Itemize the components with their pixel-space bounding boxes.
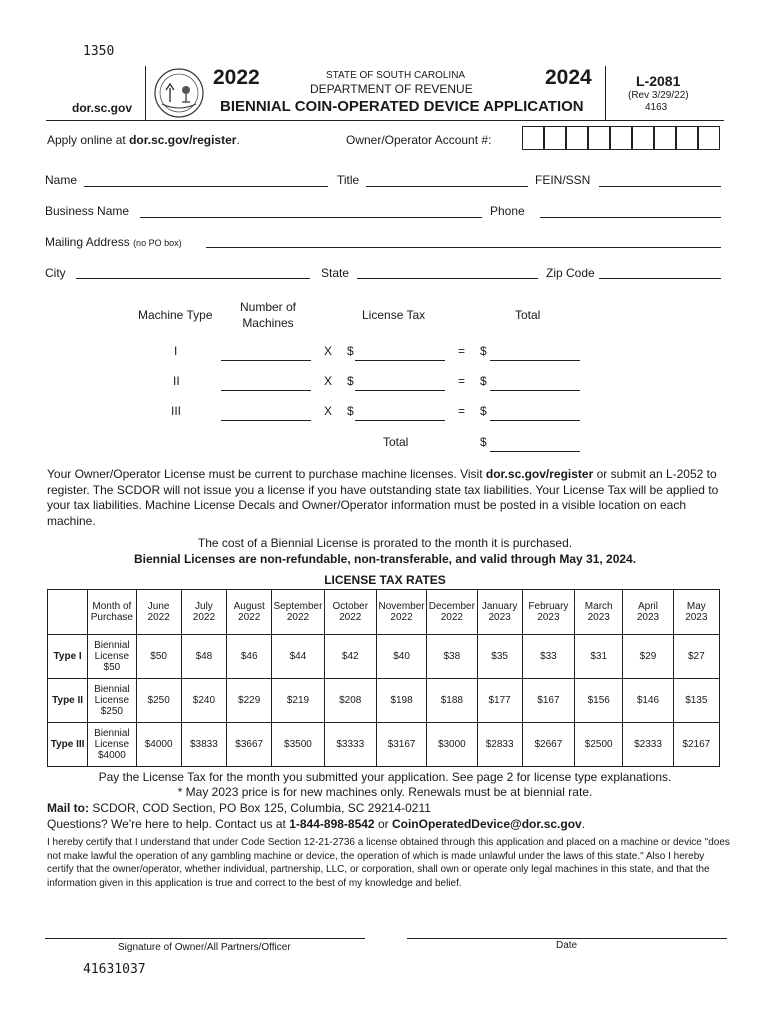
license-base-cell: Biennial License $250 xyxy=(88,679,136,723)
state-line: STATE OF SOUTH CAROLINA xyxy=(326,70,466,81)
rate-cell: $167 xyxy=(522,679,574,723)
rate-cell: $240 xyxy=(181,679,226,723)
account-digit-box[interactable] xyxy=(522,126,544,150)
city-label: City xyxy=(45,266,66,280)
rate-cell: $135 xyxy=(673,679,719,723)
rate-cell: $2500 xyxy=(575,723,623,767)
rates-row-type-2 xyxy=(48,679,720,723)
rates-title: LICENSE TAX RATES xyxy=(324,573,446,587)
account-digit-box[interactable] xyxy=(654,126,676,150)
rate-cell: $31 xyxy=(575,635,623,679)
phone-field[interactable] xyxy=(540,217,721,218)
website-label: dor.sc.gov xyxy=(72,101,133,115)
rate-cell: $38 xyxy=(427,635,477,679)
owner-license-notice: Your Owner/Operator License must be current to purchase machine licenses. Visit dor.sc.gov/register or submit an L-2052 to register. The SCDOR will not issue you a license if you have outstanding state tax liabilities. Your License Tax will be applied to your tax liabilities. Machine License Decals and Owner/Operator information must be posted in a visible location on each machine. xyxy=(47,467,719,528)
header-divider-right xyxy=(605,66,606,120)
rate-cell: $35 xyxy=(477,635,522,679)
month-header: November 2022 xyxy=(376,590,426,635)
date-field[interactable] xyxy=(407,938,727,939)
equals-sign: = xyxy=(458,374,466,388)
state-field[interactable] xyxy=(357,278,538,279)
rate-cell: $27 xyxy=(673,635,719,679)
rate-cell: $146 xyxy=(623,679,673,723)
rate-cell: $2333 xyxy=(623,723,673,767)
rate-cell: $229 xyxy=(227,679,272,723)
rate-cell: $250 xyxy=(136,679,181,723)
rates-row-type-1 xyxy=(48,635,720,679)
rate-cell: $42 xyxy=(324,635,376,679)
rate-cell: $40 xyxy=(376,635,426,679)
year-start: 2022 xyxy=(213,66,260,89)
license-type-cell: Type III xyxy=(48,723,88,767)
month-header: April 2023 xyxy=(623,590,673,635)
signature-label: Signature of Owner/All Partners/Officer xyxy=(118,942,291,953)
grand-total-label: Total xyxy=(383,435,409,449)
times-sign: X xyxy=(324,404,333,418)
month-header: February 2023 xyxy=(522,590,574,635)
form-title: BIENNIAL COIN-OPERATED DEVICE APPLICATION xyxy=(220,98,584,115)
rate-cell: $2833 xyxy=(477,723,522,767)
may-note: * May 2023 price is for new machines only. Renewals must be at biennial rate. xyxy=(177,785,593,799)
rate-cell: $188 xyxy=(427,679,477,723)
dollar-sign: $ xyxy=(347,374,354,388)
rates-header-row xyxy=(48,590,720,635)
nonrefund-note: Biennial Licenses are non-refundable, non-transferable, and valid through May 31, 2024. xyxy=(133,552,637,566)
month-header: July 2022 xyxy=(181,590,226,635)
license-tax-field[interactable] xyxy=(355,390,445,391)
number-machines-field[interactable] xyxy=(221,420,311,421)
questions-line: Questions? We're here to help. Contact us at 1-844-898-8542 or CoinOperatedDevice@dor.sc.gov. xyxy=(47,817,586,831)
license-tax-rates-table xyxy=(47,589,720,767)
rate-cell: $46 xyxy=(227,635,272,679)
signature-field[interactable] xyxy=(45,938,365,939)
contact-phone[interactable]: 1-844-898-8542 xyxy=(289,817,375,831)
header-rule xyxy=(46,120,724,121)
account-digit-box[interactable] xyxy=(698,126,720,150)
dollar-sign: $ xyxy=(480,344,487,358)
license-base-cell: Biennial License $4000 xyxy=(88,723,136,767)
number-machines-header: Number of Machines xyxy=(239,300,297,330)
equals-sign: = xyxy=(458,404,466,418)
rate-cell: $208 xyxy=(324,679,376,723)
row-total-field[interactable] xyxy=(490,360,580,361)
license-tax-field[interactable] xyxy=(355,420,445,421)
zip-label: Zip Code xyxy=(546,266,595,280)
rate-cell: $2167 xyxy=(673,723,719,767)
name-label: Name xyxy=(45,173,78,187)
total-header: Total xyxy=(515,308,541,322)
times-sign: X xyxy=(324,374,333,388)
zip-field[interactable] xyxy=(599,278,721,279)
rate-cell: $2667 xyxy=(522,723,574,767)
business-name-field[interactable] xyxy=(140,217,482,218)
corner-cell xyxy=(48,590,88,635)
calc-row-type: I xyxy=(174,344,178,358)
rate-cell: $44 xyxy=(272,635,324,679)
dollar-sign: $ xyxy=(347,404,354,418)
calc-row-type: II xyxy=(173,374,180,388)
rate-cell: $48 xyxy=(181,635,226,679)
number-machines-field[interactable] xyxy=(221,390,311,391)
rate-cell: $177 xyxy=(477,679,522,723)
fein-label: FEIN/SSN xyxy=(535,173,591,187)
rate-cell: $3667 xyxy=(227,723,272,767)
title-field[interactable] xyxy=(366,186,528,187)
number-machines-field[interactable] xyxy=(221,360,311,361)
license-tax-header: License Tax xyxy=(362,308,426,322)
rate-cell: $29 xyxy=(623,635,673,679)
rate-cell: $3833 xyxy=(181,723,226,767)
apply-online-text: Apply online at dor.sc.gov/register. xyxy=(47,133,240,147)
date-label: Date xyxy=(556,940,578,951)
name-field[interactable] xyxy=(84,186,328,187)
equals-sign: = xyxy=(458,344,466,358)
calc-row-type: III xyxy=(171,404,182,418)
account-digit-box[interactable] xyxy=(544,126,566,150)
dollar-sign: $ xyxy=(480,404,487,418)
month-header: May 2023 xyxy=(673,590,719,635)
month-header: March 2023 xyxy=(575,590,623,635)
register-link[interactable]: dor.sc.gov/register xyxy=(129,133,237,147)
rates-row-type-3 xyxy=(48,723,720,767)
mailing-address-field[interactable] xyxy=(206,247,721,248)
dollar-sign: $ xyxy=(347,344,354,358)
rate-cell: $3500 xyxy=(272,723,324,767)
month-header: December 2022 xyxy=(427,590,477,635)
account-digit-box[interactable] xyxy=(588,126,610,150)
pay-note: Pay the License Tax for the month you submitted your application. See page 2 for license type explanations. xyxy=(98,770,672,784)
rate-cell: $3333 xyxy=(324,723,376,767)
month-header: August 2022 xyxy=(227,590,272,635)
year-end: 2024 xyxy=(545,66,592,89)
state-label: State xyxy=(321,266,350,280)
license-base-cell: Biennial License $50 xyxy=(88,635,136,679)
header-divider-left xyxy=(145,66,146,120)
title-label: Title xyxy=(337,173,360,187)
account-label: Owner/Operator Account #: xyxy=(346,133,492,147)
fein-field[interactable] xyxy=(599,186,721,187)
license-tax-field[interactable] xyxy=(355,360,445,361)
machine-type-header: Machine Type xyxy=(138,308,213,322)
bottom-form-code: 41631037 xyxy=(83,962,146,977)
rate-cell: $3167 xyxy=(376,723,426,767)
mailing-address-label: Mailing Address (no PO box) xyxy=(45,235,182,249)
dollar-sign: $ xyxy=(480,374,487,388)
mail-to-line: Mail to: SCDOR, COD Section, PO Box 125, Columbia, SC 29214-0211 xyxy=(47,801,431,815)
state-seal-icon xyxy=(150,66,208,120)
city-field[interactable] xyxy=(76,278,310,279)
top-form-code: 1350 xyxy=(83,44,115,59)
license-type-cell: Type I xyxy=(48,635,88,679)
certification-text: I hereby certify that I understand that under Code Section 12-21-2736 a license obtained through this application and placed on a machine or device "does not make lawful the operation of any gambling machine or device, the operation of which is made unlawful under the laws of this state." Also I hereby certify that the owner/operator, whether individual, partnership, LLC, or corporation, shall own or operate only legal machines in this state, and that the information given in this application is true and correct to the best of my knowledge and belief. xyxy=(47,837,730,889)
business-name-label: Business Name xyxy=(45,204,130,218)
register-link[interactable]: dor.sc.gov/register xyxy=(485,467,594,481)
month-header: September 2022 xyxy=(272,590,324,635)
row-total-field[interactable] xyxy=(490,420,580,421)
account-digit-box[interactable] xyxy=(610,126,632,150)
account-digit-box[interactable] xyxy=(566,126,588,150)
rate-cell: $156 xyxy=(575,679,623,723)
row-total-field[interactable] xyxy=(490,390,580,391)
account-digit-box[interactable] xyxy=(676,126,698,150)
month-of-purchase-header: Month of Purchase xyxy=(88,590,136,635)
form-revision: (Rev 3/29/22) xyxy=(628,90,689,101)
form-id: 4163 xyxy=(645,102,668,113)
month-header: June 2022 xyxy=(136,590,181,635)
rate-cell: $198 xyxy=(376,679,426,723)
month-header: October 2022 xyxy=(324,590,376,635)
account-digit-box[interactable] xyxy=(632,126,654,150)
contact-email[interactable]: CoinOperatedDevice@dor.sc.gov xyxy=(391,817,582,831)
rate-cell: $219 xyxy=(272,679,324,723)
rate-cell: $3000 xyxy=(427,723,477,767)
form-number: L-2081 xyxy=(636,73,681,89)
prorate-note: The cost of a Biennial License is prorated to the month it is purchased. xyxy=(197,536,573,550)
grand-total-field[interactable] xyxy=(490,451,580,452)
license-type-cell: Type II xyxy=(48,679,88,723)
phone-label: Phone xyxy=(490,204,525,218)
dollar-sign: $ xyxy=(480,435,487,449)
rate-cell: $4000 xyxy=(136,723,181,767)
rate-cell: $33 xyxy=(522,635,574,679)
rate-cell: $50 xyxy=(136,635,181,679)
department-line: DEPARTMENT OF REVENUE xyxy=(310,82,473,96)
times-sign: X xyxy=(324,344,333,358)
month-header: January 2023 xyxy=(477,590,522,635)
